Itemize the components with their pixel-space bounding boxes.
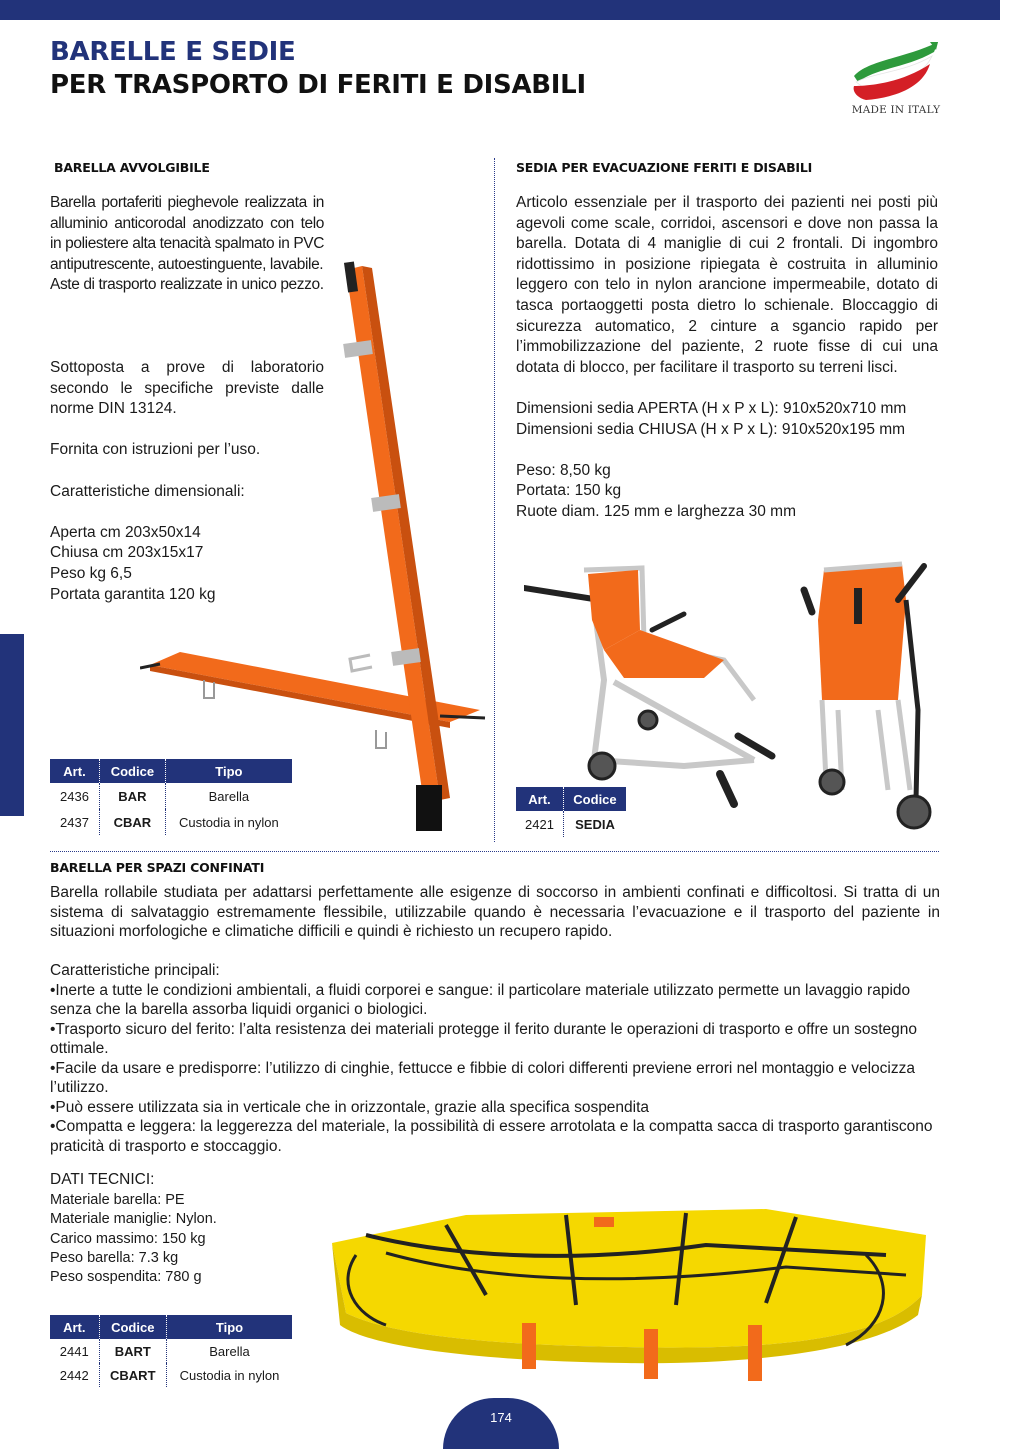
tipo-cell: Barella [167,1339,293,1363]
page-title [50,36,586,102]
table-row [50,1339,292,1363]
confinati-bullet: •Può essere utilizzata sia in verticale che in orizzontale, grazie alla specifica sospendita [50,1098,650,1116]
dati-list [50,1191,217,1287]
sedia-aperta-image [524,560,776,810]
page-number-tab [443,1398,559,1449]
art-cell: 2421 [525,816,554,832]
codice-cell: BART [99,1339,166,1363]
art-cell: 2441 [59,1343,89,1359]
dati-item: Materiale maniglie: Nylon. [50,1211,217,1228]
barella-spec: Aperta cm 203x50x14 [50,523,201,541]
section-divider [50,851,939,852]
barella-caratteristiche-label: Caratteristiche dimensionali: [50,482,245,500]
art-cell: 2442 [59,1367,89,1383]
sedia-peso: Peso: 8,50 kg [516,461,611,479]
codice-cell: CBAR [100,809,166,835]
confinati-text [50,883,940,1156]
confinati-bullet: •Facile da usare e predisporre: l’utilizzo di cinghie, fettucce e fibbie di colori differenti previene errori nel montaggio e velocizza l’utilizzo. [50,1059,915,1096]
barella-spec: Portata garantita 120 kg [50,585,216,603]
barella-prove: Sottoposta a prove di laboratorio secondo le specifiche previste dalle norme DIN 13124. [50,359,324,418]
col-header-tipo: Tipo [165,759,292,783]
table-row [50,783,292,809]
table-row [516,811,626,837]
col-header-art: Art. [50,759,100,783]
confinati-table [50,1315,292,1387]
dati-item: Peso barella: 7.3 kg [50,1249,179,1266]
col-header-tipo: Tipo [167,1315,293,1339]
barella-confinati-image [326,1195,930,1390]
title-line-1: BARELLE E SEDIE [50,37,296,67]
barella-description: Barella portaferiti pieghevole realizzata in alluminio anticorodal anodizzato con telo in poliestere alta tenacità spalmato in PVC antiputrescente, autoestinguente, lavabile. [50,194,325,273]
col-header-codice: Codice [563,787,626,811]
side-tab [0,634,24,816]
codice-cell: BAR [100,783,166,809]
confinati-bullet: •Trasporto sicuro del ferito: l’alta resistenza dei materiali protegge il ferito durante le operazioni di trasporto e offre un sostegno ottimale. [50,1020,918,1057]
barella-aste: Aste di trasporto realizzate in unico pezzo. [50,276,324,294]
barella-avvolgibile-image [140,260,490,835]
barella-spec: Peso kg 6,5 [50,564,132,582]
col-header-codice: Codice [100,759,166,783]
barella-avvolgibile-heading: BARELLA AVVOLGIBILE [54,160,210,175]
sedia-ruote: Ruote diam. 125 mm e larghezza 30 mm [516,502,796,520]
barella-avvolgibile-table [50,759,292,835]
top-bar [0,0,1000,20]
confinati-intro: Barella rollabile studiata per adattarsi perfettamente alle esigenze di soccorso in ambienti confinati e difficoltosi. Si tratta di un sistema di salvataggio estremamente flessibile, utilizzabile quando è necessaria l’evacuazione e il trasporto del paziente in situazioni morfologiche e climatiche difficili e quindi è richiesto un recupero rapido. [50,884,940,940]
sedia-chiusa-image [798,560,940,836]
art-cell: 2436 [60,788,89,804]
tipo-cell: Custodia in nylon [167,1363,293,1387]
table-row [50,1363,292,1387]
confinati-bullet: •Inerte a tutte le condizioni ambientali, a fluidi corporei e sangue: il particolare materiale utilizzato permette un lavaggio rapido senza che la barella assorba liquidi organici o biologici. [50,981,911,1018]
art-cell: 2437 [60,814,89,830]
codice-cell: SEDIA [563,811,626,837]
table-row [50,809,292,835]
sedia-dim-aperta: Dimensioni sedia APERTA (H x P x L): 910x520x710 mm [516,399,907,417]
sedia-portata: Portata: 150 kg [516,482,622,500]
tipo-cell: Custodia in nylon [165,809,292,835]
confinati-heading: BARELLA PER SPAZI CONFINATI [50,860,265,875]
sedia-text [516,193,938,523]
dati-item: Carico massimo: 150 kg [50,1230,206,1247]
col-header-codice: Codice [99,1315,166,1339]
confinati-caratteristiche-label: Caratteristiche principali: [50,962,220,979]
dati-label: DATI TECNICI: [50,1171,155,1188]
col-header-art: Art. [516,787,563,811]
dati-item: Peso sospendita: 780 g [50,1269,202,1286]
page-number: 174 [490,1410,512,1425]
tipo-cell: Barella [165,783,292,809]
dati-item: Materiale barella: PE [50,1192,185,1208]
title-line-2: PER TRASPORTO DI FERITI E DISABILI [50,70,586,100]
sedia-table [516,787,626,837]
sedia-heading: SEDIA PER EVACUAZIONE FERITI E DISABILI [516,160,813,175]
barella-spec: Chiusa cm 203x15x17 [50,544,204,562]
confinati-bullet: •Compatta e leggera: la leggerezza del materiale, la possibilità di essere arrotolata e la compatta sacca di trasporto garantiscono praticità di trasporto e stoccaggio. [50,1118,933,1155]
column-divider [494,158,495,842]
barella-istruzioni: Fornita con istruzioni per l’uso. [50,441,261,459]
sedia-dim-chiusa: Dimensioni sedia CHIUSA (H x P x L): 910x520x195 mm [516,420,906,438]
sedia-description: Articolo essenziale per il trasporto dei pazienti nei posti più agevoli come scale, corridoi, ascensori e dove non passa la barella. Dotata di 4 maniglie di cui 2 frontali. Di ingombro ridottissimo in posizione ripiegata è costruita in alluminio leggero con telo in nylon arancione impermeabile, dotato di tasca portaoggetti posta dietro lo schienale. Bloccaggio di sicurezza automatico, 2 cinture a sgancio rapido per l’immobilizzazione del paziente, 2 ruote fisse di cui una dotata di blocco, per facilitare il trasporto su terreni lisci. [516,194,938,376]
made-in-italy-text: MADE IN ITALY [851,104,941,116]
codice-cell: CBART [99,1363,166,1387]
col-header-art: Art. [50,1315,99,1339]
